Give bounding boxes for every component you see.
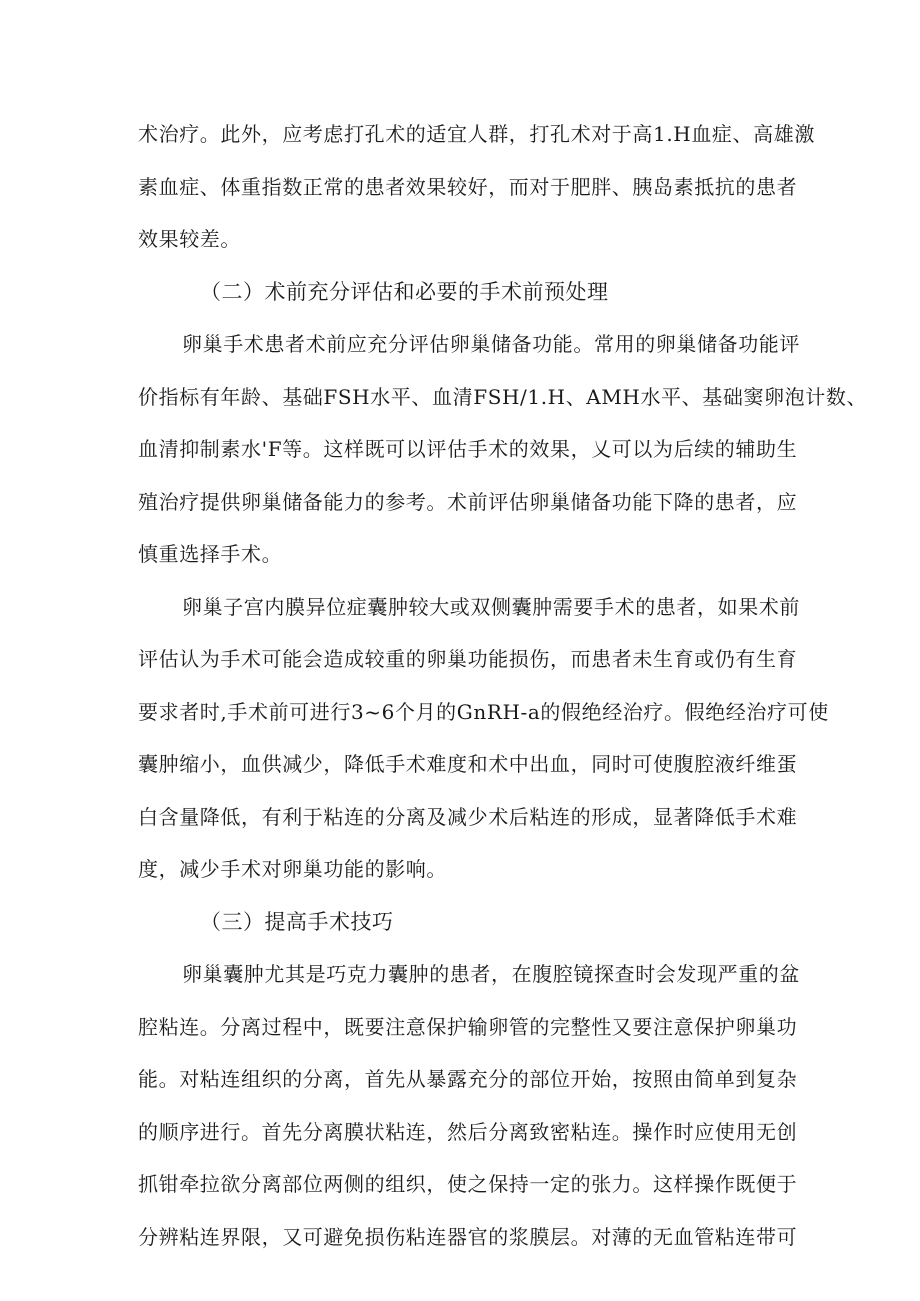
paragraph-line: 的顺序进行。首先分离膜状粘连，然后分离致密粘连。操作时应使用无创 xyxy=(138,1119,798,1144)
paragraph-1 xyxy=(138,108,815,266)
paragraph-2 xyxy=(138,318,868,581)
paragraph-line: 慎重选择手术。 xyxy=(138,542,283,566)
paragraph-line: 血清抑制素水'F等。这样既可以评估手术的效果，乂可以为后续的辅助生 xyxy=(138,437,798,461)
paragraph-line: 术治疗。此外，应考虑打孔术的适宜人群，打孔术对于高1.H血症、高雄激 xyxy=(138,122,815,146)
paragraph-line: 素血症、体重指数正常的患者效果较好，而对于肥胖、胰岛素抵抗的患者 xyxy=(138,174,798,199)
paragraph-line: 囊肿缩小，血供减少，降低手术难度和术中出血，同时可使腹腔液纤维蛋 xyxy=(138,752,798,776)
paragraph-line: 价指标有年龄、基础FSH水平、血清FSH/1.H、AMH水平、基础窦卵泡计数、 xyxy=(138,384,868,409)
paragraph-line: 腔粘连。分离过程中，既要注意保护输卵管的完整性又要注意保护卵巢功 xyxy=(138,1014,798,1039)
paragraph-line: 分辨粘连界限，又可避免损伤粘连器官的浆膜层。对薄的无血管粘连带可 xyxy=(138,1224,798,1249)
paragraph-4 xyxy=(138,948,800,1263)
paragraph-line: 卵巢子宫内膜异位症囊肿较大或双侧囊肿需要手术的患者，如果术前 xyxy=(182,594,800,619)
paragraph-line: 卵巢手术患者术前应充分评估卵巢储备功能。常用的卵巢储备功能评 xyxy=(182,332,800,356)
paragraph-line: 卵巢囊肿尤其是巧克力囊肿的患者，在腹腔镜探查时会发现严重的盆 xyxy=(182,962,800,986)
paragraph-line: 评估认为手术可能会造成较重的卵巢功能损伤，而患者未生育或仍有生育 xyxy=(138,647,798,671)
paragraph-line: 能。对粘连组织的分离，首先从暴露充分的部位开始，按照由简单到复杂 xyxy=(138,1067,798,1091)
paragraph-line: 殖治疗提供卵巢储备能力的参考。术前评估卵巢储备功能下降的患者，应 xyxy=(138,489,798,514)
paragraph-line: 要求者时,手术前可进行3~6个月的GnRH-a的假绝经治疗。假绝经治疗可使 xyxy=(138,699,829,724)
paragraph-3 xyxy=(138,581,829,896)
section-heading-3: （三）提高手术技巧 xyxy=(200,909,394,934)
paragraph-line: 效果较差。 xyxy=(138,227,241,251)
section-heading-2: （二）术前充分评估和必要的手术前预处理 xyxy=(200,279,609,304)
paragraph-line: 白含量降低，有利于粘连的分离及减少术后粘连的形成，显著降低手术难 xyxy=(138,804,798,829)
paragraph-line: 度，减少手术对卵巢功能的影响。 xyxy=(138,857,447,881)
document-page xyxy=(138,108,868,1263)
paragraph-line: 抓钳牵拉欲分离部位两侧的组织，使之保持一定的张力。这样操作既便于 xyxy=(138,1172,798,1196)
